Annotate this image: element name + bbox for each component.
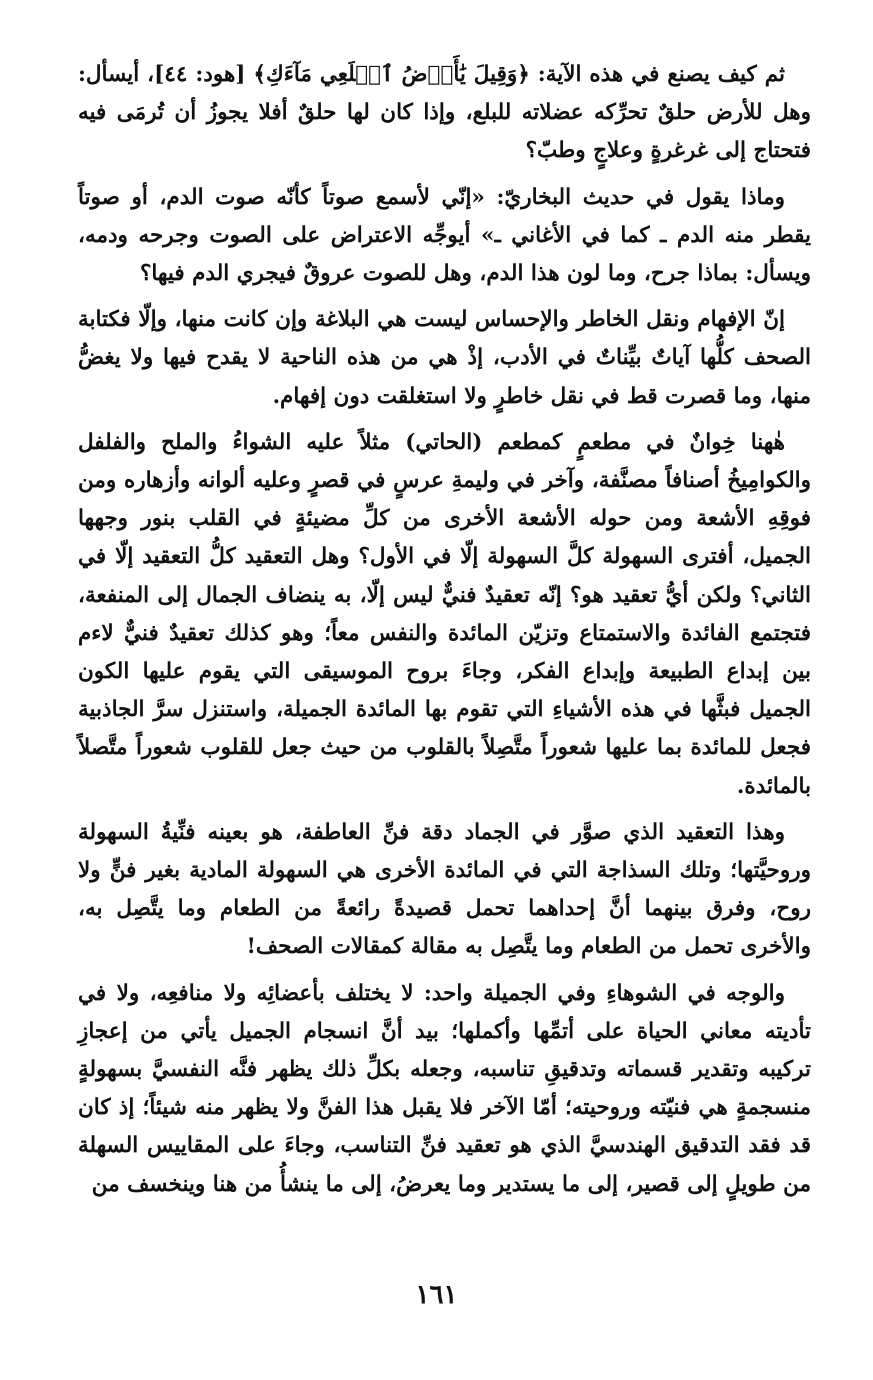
page-number: ١٦١ — [415, 1280, 458, 1310]
paragraph: ثم كيف يصنع في هذه الآية: ﴿وَقِيلَ يَٰأَرۡضُ ٱبۡلَعِي مَآءَكِ﴾ [هود: ٤٤]، أيسأل: وهل للأرض حلقٌ تحرِّكه عضلاته للبلع، وإذا كان لها حلقٌ أفلا يجوزُ أن تُرمَى فيه فتحتاج إلى غرغرةٍ وعلاجٍ وطبّ؟ — [78, 62, 811, 164]
body-text — [78, 56, 811, 1204]
paragraph: إنّ الإفهام ونقل الخاطر والإحساس ليست هي البلاغة وإن كانت منها، وإلّا فكتابة الصحف كلُّها آياتٌ بيِّناتٌ في الأدب، إذْ هي من هذه الناحية لا يقدح فيها ولا يغضُّ منها، وما قصرت قط في نقل خاطرٍ ولا استغلقت دون إفهام. — [78, 307, 811, 409]
paragraph: هٰهنا خِوانٌ في مطعمٍ كمطعم (الحاتي) مثلاً عليه الشواءُ والملح والفلفل والكوامِيخُ أصنافاً مصنَّفة، وآخر في وليمةِ عرسٍ في قصرٍ وعليه ألوانه وأزهاره ومن فوقِهِ الأشعة ومن حوله الأشعة الأخرى من كلِّ مضيئةٍ في القلب بنور وجهها الجميل، أفترى السهولة كلَّ السهولة إلّا في الأول؟ وهل التعقيد كلُّ التعقيد إلّا في الثاني؟ ولكن أيُّ تعقيد هو؟ إنّه تعقيدٌ فنيٌّ ليس إلّا، به ينضاف الجمال إلى المنفعة، فتجتمع الفائدة والاستمتاع وتزيّن المائدة والنفس معاً؛ وهو كذلك تعقيدٌ فنيٌّ لاءم بين إبداع الطبيعة وإبداع الفكر، وجاءَ بروح الموسيقى التي يقوم عليها الكون الجميل فبثَّها في هذه الأشياءِ التي تقوم بها المائدة الجميلة، واستنزل سرَّ الجاذبية فجعل للمائدة بما عليها شعوراً متَّصِلاً بالقلوب من حيث جعل للقلوب شعوراً متَّصلاً بالمائدة. — [78, 429, 811, 799]
paragraph: والوجه في الشوهاءِ وفي الجميلة واحد: لا يختلف بأعضائِه ولا منافعِه، ولا في تأديته معاني الحياة على أتمِّها وأكملها؛ بيد أنَّ انسجام الجميل يأتي من إعجازِ تركيبه وتقدير قسماته وتدقيقِ تناسبه، وجعله بكلِّ ذلك يظهر فنَّه النفسيَّ بسهولةٍ منسجمةٍ هي فنيّته وروحيته؛ أمّا الآخر فلا يقبل هذا الفنَّ ولا يظهر منه شيئاً؛ إذ كان قد فقد التدقيق الهندسيَّ الذي هو تعقيد فنِّ التناسب، وجاءَ على المقاييس السهلة من طويلٍ إلى قصير، إلى ما يستدير وما يعرضُ، إلى ما ينشأُ من هنا وينخسف من — [78, 980, 811, 1197]
paragraph: وهذا التعقيد الذي صوَّر في الجماد دقة فنِّ العاطفة، هو بعينه فنِّيةُ السهولة وروحيَّتها؛ وتلك السذاجة التي في المائدة الأخرى هي السهولة المادية بغير فنٍّ ولا روح، وفرق بينهما أنَّ إحداهما تحمل قصيدةً رائعةً من الطعام وما يتَّصِل به، والأخرى تحمل من الطعام وما يتَّصِل به مقالة كمقالات الصحف! — [78, 819, 811, 960]
paragraph: وماذا يقول في حديث البخاريّ: «إنّي لأسمع صوتاً كأنّه صوت الدم، أو صوتاً يقطر منه الدم ـ كما في الأغاني ـ» أيوجِّه الاعتراض على الصوت وجرحه ودمه، ويسأل: بماذا جرح، وما لون هذا الدم، وهل للصوت عروقٌ فيجري الدم فيها؟ — [78, 184, 811, 287]
